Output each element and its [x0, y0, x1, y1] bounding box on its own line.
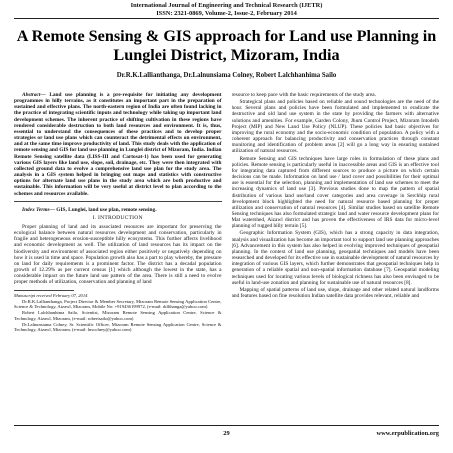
journal-header — [14, 2, 439, 17]
index-terms-text: GIS, Lunglei, land use plan, remote sensing. — [54, 206, 157, 213]
footnote-divider — [14, 290, 74, 291]
footnote — [14, 293, 222, 333]
intro-paragraph: Proper planning of land and its associated resources are important for preserving the ecological balance between natural resources development and conservation, particularly in fragile and heterogeneous erosion-susceptible hilly ecosystems. This further affects livelihood and economic development as well. The utilization of land resources has its impact on the biodiversity and environment of associated region either positively or negatively depending on how it is used in time and space. Population growth also has a part to play whereby, the pressure on land for daily requirements is a prominent factor. The district has a decadal population growth of 12.29% as per current census [1] which although the lowest in the state, has a considerable impact on the future land use pattern of the area. There is still a need to evolve proper methods of utilization, conservation and planning of land — [14, 223, 222, 286]
abstract-divider — [14, 201, 222, 202]
footnote-author-3: Dr.Lalnunsiama Colney, Sr. Scientific Officer, Mizoram Remote Sensing Application Centre, Science & Technology, Aizawl, Mizoram, (e-mail: lnscolney@yahoo.com) — [14, 322, 222, 333]
footnote-author-2: Robert Lalchhanhima Sailo, Scientist, Mizoram Remote Sensing Application Centre, Science & Technology, Aizawl, Mizoram, (e-mail: robertsailo@yahoo.com) — [14, 310, 222, 321]
left-column — [14, 92, 222, 417]
header-rule — [14, 18, 439, 19]
author-list: Dr.R.K.Lallianthanga, Dr.Lalnunsiama Colney, Robert Lalchhanhima Sailo — [116, 72, 337, 80]
abstract — [14, 92, 222, 197]
paper-title: A Remote Sensing & GIS approach for Land use Planning in Lunglei District, Mizoram, India — [16, 27, 437, 65]
issn-line: ISSN: 2321-0869, Volume-2, Issue-2, February 2014 — [156, 9, 297, 17]
body-paragraph: Mapping of spatial patterns of land use, slope, drainage and other related natural landforms and features based on fine resolution Indian satellite data provides relevant, reliable and — [231, 286, 439, 299]
body-paragraph: Remote Sensing and GIS techniques have large roles in formulation of these plans and policies. Remote sensing is particularly useful in inaccessible areas and GIS is an effective tool for integrating data captured from different sources to produce a picture on which certain decisions can be made. Information on land use / land cover and possibilities for their optimal use is essential for the selection, planning and implementation of land use schemes to meet the increasing dynamics of land use [3]. Previous studies done to map the pattern of spatial distribution of various land use/land cover categories and area coverage in Serchhip rural development block highlighted the need for natural resource based planning for proper utilization and conservation of natural resources [4]. Similar studies based on satellite Remote Sensing techniques has also formulated strategic land and water resource development plans for Mat watershed, Aizawl district and has proven the effectiveness of IRS data for micro-level planning of rugged hilly terrain [5]. — [231, 155, 439, 230]
right-column — [232, 92, 440, 417]
abstract-label: Abstract— — [22, 92, 46, 98]
abstract-text: Land use planning is a pre-requisite for initiating any development programmes in hilly terrains, as it constitutes an important part in the preparation of sustained and effective plans. The north-eastern region of India are often found lacking in the practice of integrating scientific inputs and technology while taking up important land development schemes. The inherent practice of shifting cultivation in these regions have rendered considerable destruction to both land resources and environment. It is, thus, essential to understand the consequences of these practices and to develop proper strategies or land use plans which can counteract the detrimental effects on environment, and at the same time improve productivity of land. This study deals with the application of remote sensing and GIS for land use planning in Lunglei district of Mizoram, India. Indian Remote Sensing satellite data (LISS-III and Cartosat-1) has been used for generating various GIS layers like land use, slope, soil, drainage, etc. They were then integrated with collected ground data to evolve a comprehensive land use plan for the study area. The analysis in a GIS system helped in bringing out maps and statistics with constructive options for alternate land use plans in the study area which are both productive and sustainable. This information will be very useful at district level to plan according to the schemes and resources available. — [14, 92, 222, 197]
body-paragraph: resource to keep pace with the basic requirements of the study area. — [231, 92, 377, 98]
section-heading-introduction: I. INTRODUCTION — [92, 214, 143, 221]
footer-rule — [14, 425, 439, 426]
two-column-body — [14, 92, 439, 417]
page-number: 29 — [223, 430, 230, 437]
index-terms — [14, 207, 222, 213]
footnote-author-1: Dr.R.K.Lallianthanga, Project Director & Member Secretary, Mizoram Remote Sensing Application Centre, Science & Technology, Aizawl, Mizoram, Mobile No: +919436199972, (e-mail: rkllthanga@yahoo.com) — [14, 298, 222, 310]
body-paragraph: Strategical plans and policies based on reliable and sound technologies are the need of the hour. Several plans and policies have been formulated and implemented to eradicate the destructive and old land use system in the state by providing the farmers with alternative solutions and amenities. For example, Garden Colony, Jhum Control Project, Mizoram Intodelh Project (MIP) and New Land Use Policy (NLUP). These policies had basic objectives for improving the rural economy and the socio-economic condition of population. A policy with a coherent approach for balancing productivity and conservation practices through constant monitoring and identification of problem areas [2] will go a long way in ensuring sustained utilization of natural resources. — [231, 99, 439, 155]
body-paragraph: Geographic Information System (GIS), which has a strong capacity in data integration, analysis and visualization has become an important tool to support land use planning approaches [6]. Advancement in this system has also helped in evolving improved techniques of geospatial planning. In the context of land use planning, geospatial techniques and models have been researched and developed for its effective use in sustainable development of natural resources by integration of various GIS layers, which further demonstrates that geospatial techniques help in generation of a reliable spatial and non-spatial information database [7]. Geospatial modeling techniques used for locating various levels of biological richness has also been envisaged to be useful in land-use zonation and planning for sustainable use of natural resources [8]. — [231, 230, 439, 286]
footnote-received: Manuscript received February 07, 2014 — [14, 292, 88, 298]
page-footer — [0, 425, 453, 426]
index-terms-label: Index Terms— — [22, 206, 55, 213]
publisher-website: www.erpublication.org — [376, 430, 439, 437]
journal-name: International Journal of Engineering and Technical Research (IJETR) — [130, 2, 323, 9]
